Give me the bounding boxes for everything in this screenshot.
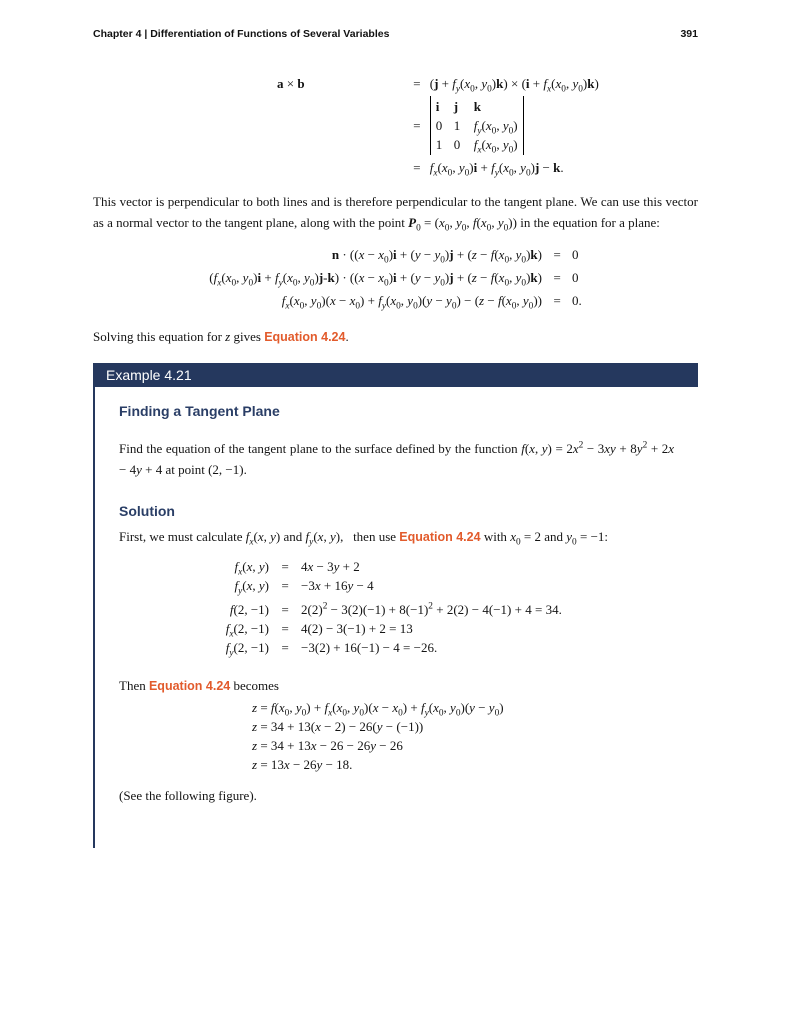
cross-rhs-1: ($j + f_y(x_0$, $y_0)k) \times (i + f_x(x_0$, $y_0)k$): [429, 76, 599, 95]
text-run: .: [345, 329, 349, 344]
inline-math: f(x, $y) = 2x^2 - 3xy + 8y^2 + 2x - 4y + 4$: [119, 440, 674, 477]
z-equation-line: $z = f(x_0$, $y_0) + f_x(x_0$, $y_0)(x - x_0) + f_y(x_0$, $y_0)(y - y_0)$: [252, 700, 504, 719]
equals-sign: =: [412, 160, 422, 175]
page-number: 391: [680, 28, 698, 40]
text-run: Then: [119, 678, 149, 693]
equals-sign: =: [280, 602, 290, 617]
determinant: [430, 96, 524, 155]
equation-body: ($f_x(x_0$, $y_0)i + f_y(x_0$, $y_0)j-k) \cdot ((x - x_0)i + (y - y_0)j + (z - f(x_0$, $y_0)k$): [209, 270, 542, 289]
det-cell: 0: [435, 118, 443, 133]
text-run: Find the equation of the tangent plane to the surface defined by the function: [119, 441, 522, 456]
calc-lhs: f(2, −1): [229, 602, 269, 617]
calc-row: [199, 620, 674, 638]
calc-row: [199, 601, 674, 619]
text-run: becomes: [230, 678, 279, 693]
cross-rhs-2: $f_x(x_0$, $y_0)i + f_y(x_0$, $y_0)j - k$.: [429, 160, 564, 179]
example-heading: Finding a Tangent Plane: [119, 403, 280, 419]
inline-math: (2, −1).: [208, 462, 247, 477]
calc-rhs: 4x − 3y + 2: [301, 559, 360, 574]
equation-row: [93, 266, 598, 289]
running-head: Chapter 4 | Differentiation of Functions of Several Variables: [93, 28, 390, 40]
text-run: and: [280, 529, 306, 544]
equation-body: $f_x(x_0$, $y_0)(x - x_0) + f_y(x_0$, $y_0)(y - y_0) - (z - f(x_0$, $y_0$)): [281, 293, 542, 312]
inline-math: $y_0 = -1$:: [566, 529, 609, 548]
z-equation-line: z = 34 + 13x − 26 − 26y − 26: [252, 738, 403, 753]
inline-math: $P_0 = (x_0$, $y_0$, $f(x_0$, $y_0$)): [408, 215, 517, 234]
text-run: Solving this equation for: [93, 329, 226, 344]
solving-line: [93, 326, 698, 348]
calc-lhs: $f_y(2$, −1): [225, 640, 269, 659]
inline-math: $f_y(x$, y),: [305, 529, 344, 548]
equals-sign: =: [552, 293, 562, 308]
paragraph-normal-vector: [93, 191, 698, 233]
inline-math: $x_0 = 2$: [510, 529, 541, 548]
det-cell: 0: [453, 137, 461, 152]
calc-row: [199, 639, 674, 657]
equals-sign: =: [280, 621, 290, 636]
equals-sign: =: [280, 559, 290, 574]
example-title: Example 4.21: [106, 367, 192, 383]
equals-sign: =: [280, 578, 290, 593]
inline-math: z: [225, 329, 231, 344]
text-run: at point: [162, 462, 209, 477]
calc-lhs: $f_y(x$, y): [234, 578, 269, 597]
example-body: [93, 387, 698, 848]
equation-link[interactable]: Equation 4.24: [148, 679, 231, 693]
equals-sign: =: [412, 117, 422, 133]
calc-row: [199, 577, 674, 595]
det-cell: 1: [435, 137, 443, 152]
equation-body: $n \cdot ((x - x_0)i + (y - y_0)j + (z - f(x_0$, $y_0)k$): [331, 247, 542, 266]
closing-line: (See the following figure).: [119, 788, 257, 803]
det-cell: j: [453, 99, 459, 114]
calc-row: [199, 558, 674, 576]
solution-intro: [119, 526, 674, 548]
example-box: [93, 363, 698, 848]
calculation-block: [199, 558, 674, 657]
z-equation-line: z = 13x − 26y − 18.: [252, 757, 353, 772]
equation-rhs: 0: [572, 270, 579, 285]
then-line: [119, 675, 674, 697]
text-run: then use: [343, 529, 400, 544]
equation-link[interactable]: Equation 4.24: [264, 330, 346, 344]
calc-lhs: $f_x(x$, y): [234, 559, 269, 578]
calc-lhs: $f_x(2$, −1): [225, 621, 269, 640]
det-cell: $f_x(x_0$, $y_0$): [473, 137, 518, 156]
equation-rhs: 0: [572, 247, 579, 262]
text-run: This vector is perpendicular to both lines and is therefore perpendicular to the tangent plane. We can use this vector as a normal vector to the tangent plane, along with the point: [93, 194, 698, 230]
det-cell: $f_y(x_0$, $y_0$): [473, 118, 518, 137]
example-title-bar: [93, 363, 698, 387]
text-run: and: [540, 529, 567, 544]
calc-rhs: −3x + 16y − 4: [301, 578, 374, 593]
text-run: in the equation for a plane:: [516, 215, 660, 230]
equation-row: [93, 289, 598, 312]
page-header: [93, 28, 698, 40]
plane-equation-block: [93, 243, 598, 312]
det-cell: 1: [453, 118, 461, 133]
calc-rhs: −3(2) + 16(−1) − 4 = −26.: [301, 640, 438, 655]
text-run: gives: [230, 329, 265, 344]
z-equation-line: z = 34 + 13(x − 2) − 26(y − (−1)): [252, 719, 424, 734]
equals-sign: =: [552, 270, 562, 285]
z-equation-block: [252, 698, 674, 774]
det-cell: i: [435, 99, 440, 114]
calc-rhs: 4(2) − 3(−1) + 2 = 13: [301, 621, 413, 636]
solution-heading: Solution: [119, 503, 175, 519]
equation-row: [93, 243, 598, 266]
det-cell: k: [473, 99, 481, 114]
cross-lhs: a × b: [277, 76, 305, 91]
equation-rhs: 0.: [572, 293, 582, 308]
equals-sign: =: [552, 247, 562, 262]
equation-link[interactable]: Equation 4.24: [399, 530, 481, 544]
inline-math: $f_x(x$, y): [245, 529, 281, 548]
text-run: with: [480, 529, 511, 544]
calc-rhs: $2(2)^2 - 3(2)(-1) + 8(-1)^2 + 2(2) - 4(-1) + 4 = 34$.: [301, 601, 562, 617]
equals-sign: =: [280, 640, 290, 655]
problem-statement: [119, 438, 674, 480]
text-run: First, we must calculate: [119, 529, 246, 544]
page: [93, 0, 698, 848]
equals-sign: =: [412, 76, 422, 91]
cross-product-derivation: [277, 74, 698, 177]
